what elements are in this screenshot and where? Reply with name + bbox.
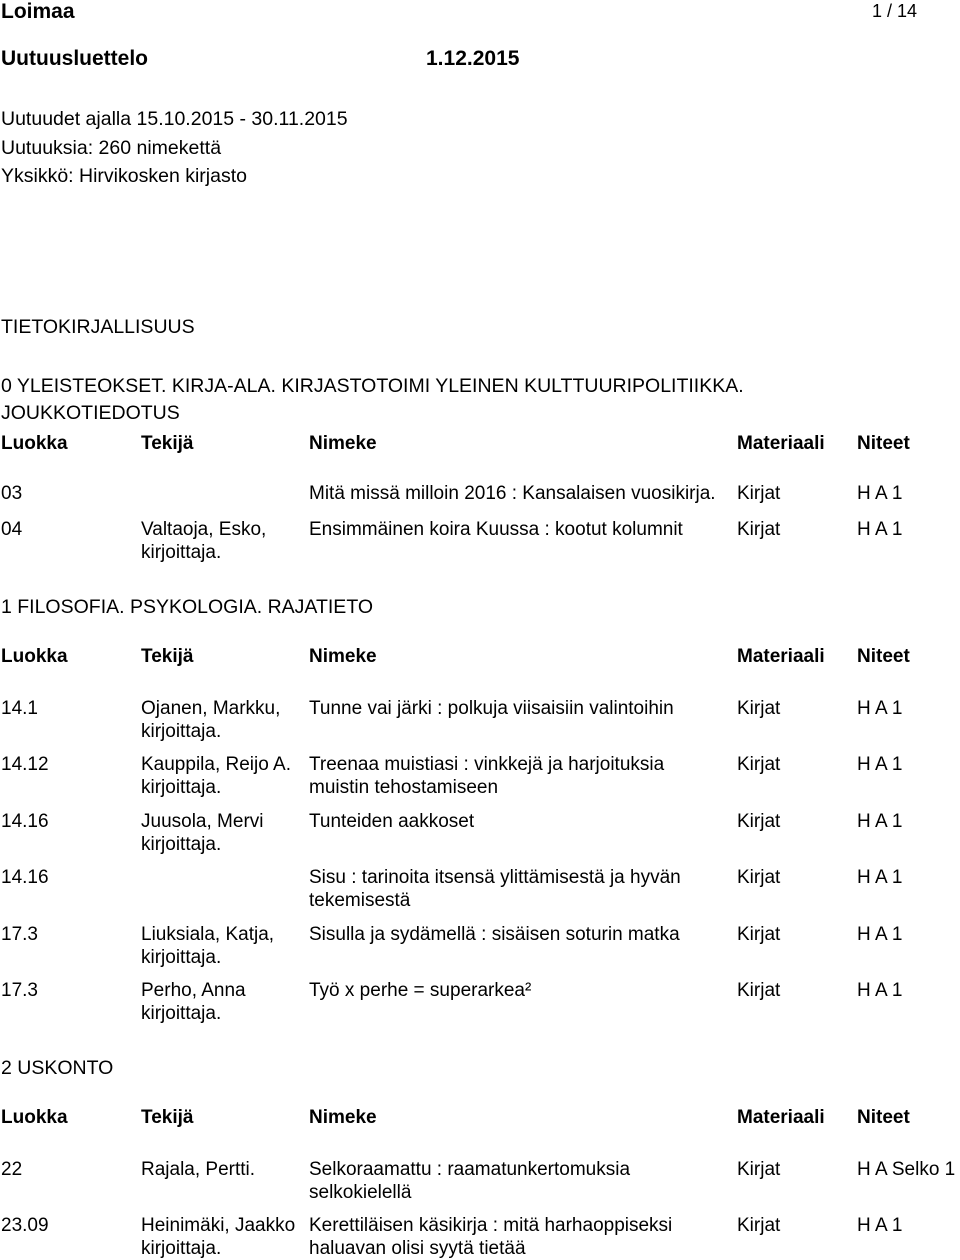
cell-nimeke: Tunne vai järki : polkuja viisaisiin valintoihin <box>309 698 674 719</box>
cell-luokka: 17.3 <box>1 980 38 1001</box>
list-title: Uutuusluettelo <box>1 47 148 70</box>
col-header-niteet: Niteet <box>857 1107 910 1128</box>
col-header-nimeke: Nimeke <box>309 433 377 454</box>
cell-luokka: 23.09 <box>1 1215 49 1236</box>
column-header-row <box>0 1106 960 1130</box>
cell-nimeke-cont: selkokielellä <box>309 1182 412 1203</box>
table-row <box>0 482 960 506</box>
table-row <box>0 866 960 914</box>
col-header-niteet: Niteet <box>857 433 910 454</box>
cell-materiaali: Kirjat <box>737 924 781 945</box>
cell-luokka: 03 <box>1 483 23 504</box>
cell-luokka: 22 <box>1 1159 23 1180</box>
cell-luokka: 14.1 <box>1 698 38 719</box>
column-header-row <box>0 645 960 669</box>
unit-text: Yksikkö: Hirvikosken kirjasto <box>1 165 247 187</box>
col-header-materiaali: Materiaali <box>737 1107 825 1128</box>
page-number: 1 / 14 <box>872 1 918 21</box>
table-row <box>0 979 960 1027</box>
col-header-luokka: Luokka <box>1 433 68 454</box>
cell-materiaali: Kirjat <box>737 980 781 1001</box>
table-row <box>0 518 960 566</box>
col-header-tekija: Tekijä <box>141 1107 194 1128</box>
col-header-nimeke: Nimeke <box>309 1107 377 1128</box>
column-header-row <box>0 432 960 456</box>
col-header-tekija: Tekijä <box>141 433 194 454</box>
cell-tekija: Perho, Anna <box>141 980 246 1001</box>
cell-niteet: H A 1 <box>857 924 903 945</box>
table-row <box>0 753 960 801</box>
col-header-nimeke: Nimeke <box>309 646 377 667</box>
library-name: Loimaa <box>1 0 75 23</box>
cell-materiaali: Kirjat <box>737 483 781 504</box>
col-header-materiaali: Materiaali <box>737 646 825 667</box>
cell-nimeke: Kerettiläisen käsikirja : mitä harhaoppiseksi <box>309 1215 673 1236</box>
cell-tekija-role: kirjoittaja. <box>141 1003 222 1024</box>
cell-materiaali: Kirjat <box>737 867 781 888</box>
cell-tekija: Juusola, Mervi <box>141 811 264 832</box>
col-header-tekija: Tekijä <box>141 646 194 667</box>
cell-nimeke: Mitä missä milloin 2016 : Kansalaisen vuosikirja. <box>309 483 716 504</box>
cell-tekija: Kauppila, Reijo A. <box>141 754 291 775</box>
cell-materiaali: Kirjat <box>737 698 781 719</box>
cell-luokka: 04 <box>1 519 23 540</box>
cell-tekija: Valtaoja, Esko, <box>141 519 267 540</box>
cell-tekija-role: kirjoittaja. <box>141 777 222 798</box>
cell-tekija: Rajala, Pertti. <box>141 1159 256 1180</box>
cell-niteet: H A 1 <box>857 980 903 1001</box>
section-heading: 0 YLEISTEOKSET. KIRJA-ALA. KIRJASTOTOIMI YLEINEN KULTTUURIPOLITIIKKA. <box>1 375 744 397</box>
cell-materiaali: Kirjat <box>737 811 781 832</box>
table-row <box>0 697 960 745</box>
cell-tekija-role: kirjoittaja. <box>141 947 222 968</box>
table-row <box>0 1214 960 1260</box>
cell-nimeke: Työ x perhe = superarkea² <box>309 980 532 1001</box>
cell-niteet: H A 1 <box>857 754 903 775</box>
cell-niteet: H A 1 <box>857 483 903 504</box>
cell-niteet: H A Selko 1 <box>857 1159 956 1180</box>
cell-tekija-role: kirjoittaja. <box>141 1238 222 1259</box>
cell-niteet: H A 1 <box>857 519 903 540</box>
table-row <box>0 1158 960 1206</box>
cell-nimeke-cont: haluavan olisi syytä tietää <box>309 1238 526 1259</box>
cell-niteet: H A 1 <box>857 867 903 888</box>
cell-luokka: 17.3 <box>1 924 38 945</box>
cell-nimeke: Tunteiden aakkoset <box>309 811 475 832</box>
list-date: 1.12.2015 <box>426 47 520 70</box>
cell-nimeke: Sisu : tarinoita itsensä ylittämisestä ja hyvän <box>309 867 681 888</box>
cell-tekija-role: kirjoittaja. <box>141 721 222 742</box>
section-heading: 1 FILOSOFIA. PSYKOLOGIA. RAJATIETO <box>1 596 374 618</box>
cell-materiaali: Kirjat <box>737 754 781 775</box>
period-text: Uutuudet ajalla 15.10.2015 - 30.11.2015 <box>1 108 348 130</box>
cell-niteet: H A 1 <box>857 811 903 832</box>
col-header-niteet: Niteet <box>857 646 910 667</box>
cell-nimeke: Sisulla ja sydämellä : sisäisen soturin matka <box>309 924 680 945</box>
cell-tekija-role: kirjoittaja. <box>141 542 222 563</box>
cell-nimeke: Ensimmäinen koira Kuussa : kootut kolumnit <box>309 519 683 540</box>
cell-niteet: H A 1 <box>857 698 903 719</box>
cell-nimeke-cont: tekemisestä <box>309 890 411 911</box>
count-text: Uutuuksia: 260 nimekettä <box>1 137 222 159</box>
col-header-luokka: Luokka <box>1 1107 68 1128</box>
cell-luokka: 14.12 <box>1 754 49 775</box>
cell-tekija: Ojanen, Markku, <box>141 698 281 719</box>
cell-tekija: Heinimäki, Jaakko <box>141 1215 296 1236</box>
cell-nimeke-cont: muistin tehostamiseen <box>309 777 499 798</box>
cell-materiaali: Kirjat <box>737 519 781 540</box>
table-row <box>0 810 960 858</box>
cell-nimeke: Selkoraamattu : raamatunkertomuksia <box>309 1159 631 1180</box>
cell-materiaali: Kirjat <box>737 1215 781 1236</box>
section-heading-cont: JOUKKOTIEDOTUS <box>1 402 180 424</box>
cell-luokka: 14.16 <box>1 811 49 832</box>
cell-niteet: H A 1 <box>857 1215 903 1236</box>
section-heading: 2 USKONTO <box>1 1057 114 1079</box>
cell-nimeke: Treenaa muistiasi : vinkkejä ja harjoituksia <box>309 754 665 775</box>
table-row <box>0 923 960 971</box>
col-header-luokka: Luokka <box>1 646 68 667</box>
col-header-materiaali: Materiaali <box>737 433 825 454</box>
cell-tekija: Liuksiala, Katja, <box>141 924 275 945</box>
category-heading: TIETOKIRJALLISUUS <box>1 316 195 338</box>
cell-materiaali: Kirjat <box>737 1159 781 1180</box>
cell-luokka: 14.16 <box>1 867 49 888</box>
cell-tekija-role: kirjoittaja. <box>141 834 222 855</box>
